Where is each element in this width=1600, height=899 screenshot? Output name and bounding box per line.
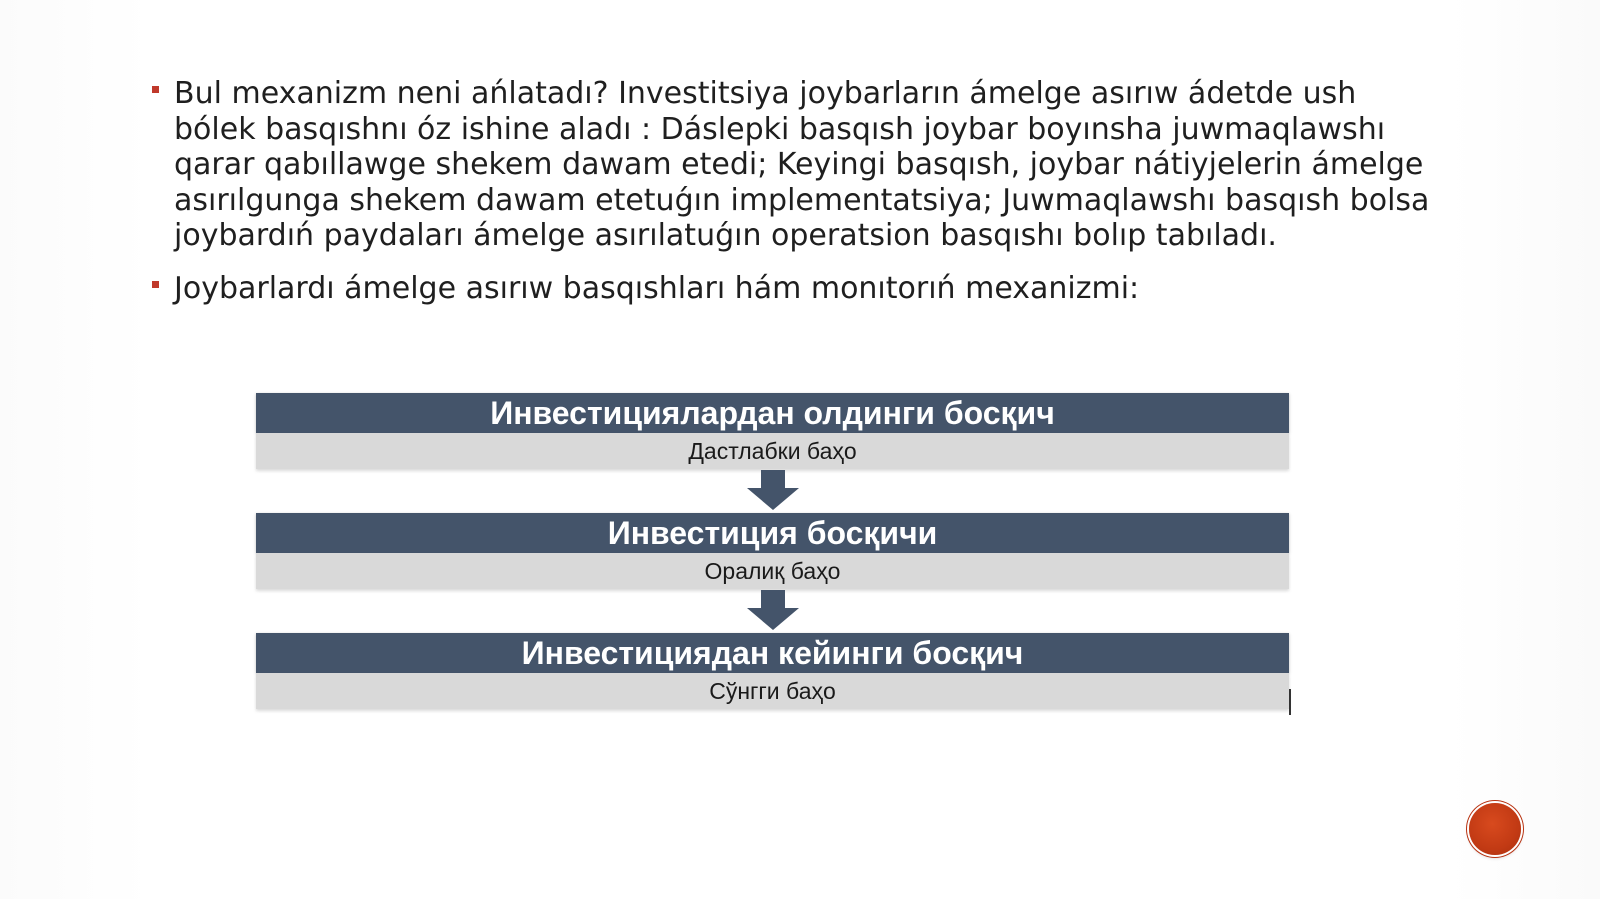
stage-subtitle: Оралиқ баҳо: [256, 553, 1289, 589]
bullet-item-1: [152, 76, 1442, 254]
flow-arrow: [256, 589, 1289, 633]
flow-arrow: [256, 469, 1289, 513]
down-arrow-icon: [747, 590, 799, 630]
bullet-item-2: [152, 271, 1442, 307]
stage-subtitle: Сўнгги баҳо: [256, 673, 1289, 709]
bullet-text-1: Bul mexanizm neni ańlatadı? Investitsiya joybarların ámelge asırıw ádetde ush bólek basqıshnı óz ishine aladı : Dáslepki basqısh joybar boyınsha juwmaqlawshı qarar qabıllawge shekem dawam etedi; Keyingi basqısh, joybar nátiyjelerin ámelge asırılgunga shekem dawam etetuǵın implementatsiya; Juwmaqlawshı basqısh bolsa joybardıń paydaları ámelge asırılatuǵın operatsion basqıshı bolıp tabıladı.: [174, 76, 1430, 253]
stage-title: Инвестициядан кейинги босқич: [256, 633, 1289, 673]
divider-tick: [1289, 689, 1291, 715]
stage-pre-investment: [256, 393, 1289, 469]
slide-nav-button[interactable]: [1469, 803, 1521, 855]
stage-subtitle: Дастлабки баҳо: [256, 433, 1289, 469]
bullet-list: [152, 76, 1442, 323]
stage-post-investment: [256, 633, 1289, 709]
stage-investment: [256, 513, 1289, 589]
down-arrow-icon: [747, 470, 799, 510]
square-bullet-icon: [152, 86, 159, 93]
stage-flow-diagram: [256, 393, 1289, 709]
stage-title: Инвестиция босқичи: [256, 513, 1289, 553]
stage-title: Инвестициялардан олдинги босқич: [256, 393, 1289, 433]
bullet-text-2: Joybarlardı ámelge asırıw basqıshları hám monıtorıń mexanizmi:: [174, 270, 1140, 306]
square-bullet-icon: [152, 281, 159, 288]
